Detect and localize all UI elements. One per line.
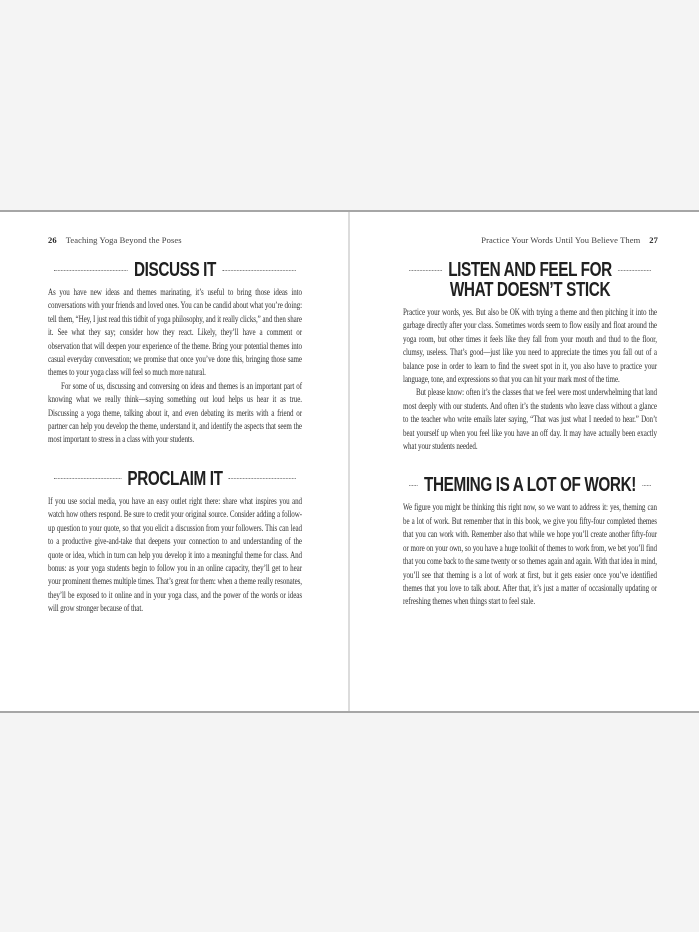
body-paragraph: Practice your words, yes. But also be OK with trying a theme and then pitching it into the garbage directly after your class. Sometimes words seem to flow easily and float around the yoga room, but other times it feels like they fall from your mouth and thud to the floor, clumsy, useless. That’s good—just like you need to appreciate the times you fall out of a balance pose in order to learn to find the sweet spot in it, you also have to practice your language, tone, and expressions so that you can hit your mark most of the time. [403,307,657,385]
running-head-title-left: Teaching Yoga Beyond the Poses [65,235,182,245]
heading-dotted-rule-right [222,270,296,271]
heading-dotted-rule-right [618,270,651,271]
page-left [0,212,348,711]
running-head-right [403,235,658,246]
heading-dotted-rule-left [54,478,121,479]
section-heading-text: DISCUSS IT [133,259,217,281]
body-paragraph: For some of us, discussing and conversing on ideas and themes is an important part of knowing what we really think—saying something out loud helps us hear it as true. Discussing a yoga theme, talking about it, and even debating its merits with a friend or partner can help you develop the theme, understand it, and identify the aspects that seem the most important to stress in a class with your students. [48,380,302,445]
section-heading-text: PROCLAIM IT [127,467,223,490]
body-paragraph: As you have new ideas and themes marinating, it’s useful to bring those ideas into conversations with your friends and loved ones. You can be candid about what you’re doing: tell them, “Hey, I just read this tidbit of yoga philosophy, and it really clicks,” and then share it. See what they say; consider how they react. Likely, they’ll have a comment or observation that will deepen your experience of the theme. Bring your potential themes into casual everyday conversation; we promise that once you’ve done this, bringing those same themes to your yoga class will feel so much more natural. [48,287,302,378]
heading-dotted-rule-left [409,485,418,486]
book-spread [0,210,699,713]
body-paragraph: We figure you might be thinking this right now, so we want to address it: yes, theming can be a lot of work. But remember that in this book, we give you fifty-four completed themes that you can work with. Remember also that while we hope you’ll create another fifty-four or more on your own, so you have a huge toolkit of themes to work from, we bet you’ll find that you come back to the same twenty or so themes again and again. With that idea in mind, you’ll see that theming is a lot of work at first, but it gets easier once you’ve identified themes that you love to talk about. After that, it’s just a matter of occasionally updating or refreshing themes when things start to feel stale. [403,502,657,607]
page-right [350,212,699,711]
heading-dotted-rule-right [642,485,651,486]
section-heading-text-line2: WHAT DOESN’T STICK [449,279,611,301]
section-discuss-it [48,260,302,447]
section-heading-row [403,475,657,495]
section-heading-text: THEMING IS A LOT OF WORK! [424,474,636,497]
page-number-right: 27 [649,235,658,245]
section-heading-row [48,260,302,280]
heading-dotted-rule-right [229,478,296,479]
running-head-title-right: Practice Your Words Until You Believe Them [481,235,641,245]
running-head-left [48,235,302,246]
heading-dotted-rule-left [409,270,442,271]
section-heading-text: LISTEN AND FEEL FOR [448,259,612,281]
section-proclaim-it [48,469,302,616]
section-theming-is-work [403,475,657,608]
page-number-left: 26 [48,235,57,245]
section-heading-row [403,260,657,280]
page-right-text-column [403,260,657,609]
page-left-text-column [48,260,302,616]
body-paragraph: If you use social media, you have an easy outlet right there: share what inspires you and watch how others respond. Be sure to credit your original source. Consider adding a follow-up question to your quote, so that you elicit a discussion from your followers. This can lead to a productive give-and-take that deepens your connection to and understanding of the quote or idea, which in turn can help you develop it into a meaningful theme for class. And bonus: as your yoga students begin to follow you in an online capacity, they’ll get to hear your prominent themes multiple times. That’s great for them: when a theme really resonates, they’ll be exposed to it online and in your yoga class, and the power of the words or ideas will grow stronger because of that. [48,495,302,614]
heading-dotted-rule-left [54,270,128,271]
section-heading-row [48,469,302,489]
section-listen-and-feel [403,260,657,453]
body-paragraph: But please know: often it’s the classes that we feel were most underwhelming that land most deeply with our students. And often it’s the students who leave class without a glance to the teacher who write emails later saying, “That was just what I needed to hear.” Don’t beat yourself up when you feel like you have an off day. It may have actually been exactly what your students needed. [403,387,657,452]
